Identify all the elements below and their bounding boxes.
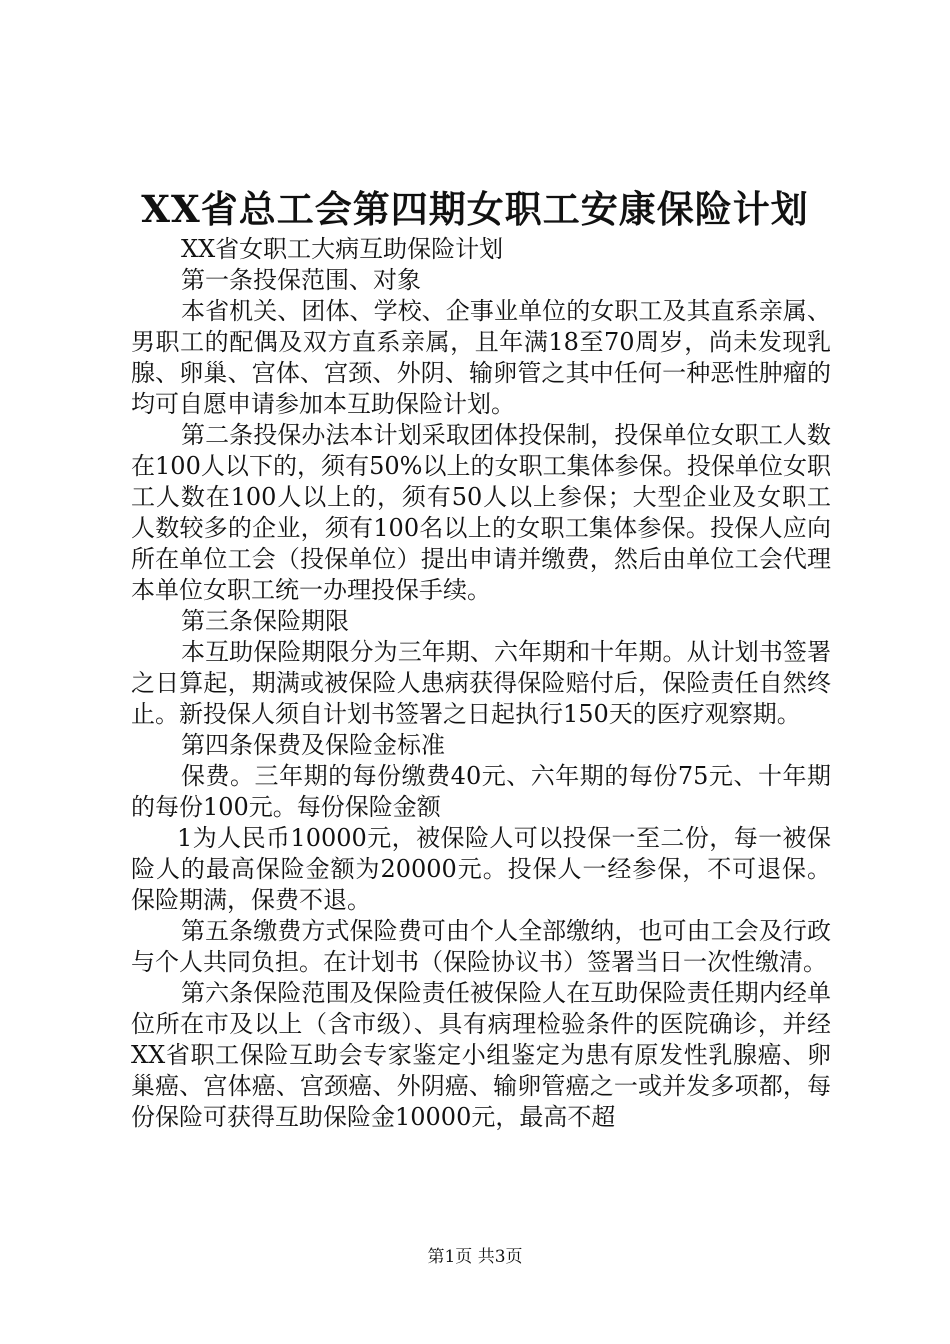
article-1-heading: 第一条投保范围、对象 xyxy=(181,266,421,294)
page-number: 第1页 共3页 xyxy=(427,1247,523,1267)
article-4-heading: 第四条保费及保险金标准 xyxy=(181,731,445,759)
article-3-heading: 第三条保险期限 xyxy=(181,607,349,635)
article-5-body: 第五条缴费方式保险费可由个人全部缴纳，也可由工会及行政与个人共同负担。在计划书（保险协议书）签署当日一次性缴清。 xyxy=(131,917,831,976)
subtitle-paragraph: XX省女职工大病互助保险计划 xyxy=(181,235,504,263)
article-4-amount: 1为人民币10000元，被保险人可以投保一至二份，每一被保险人的最高保险金额为20000元。投保人一经参保，不可退保。保险期满，保费不退。 xyxy=(131,824,831,914)
article-3-body: 本互助保险期限分为三年期、六年期和十年期。从计划书签署之日算起，期满或被保险人患病获得保险赔付后，保险责任自然终止。新投保人须自计划书签署之日起执行150天的医疗观察期。 xyxy=(131,638,831,728)
article-6-body: 第六条保险范围及保险责任被保险人在互助保险责任期内经单位所在市及以上（含市级）、具有病理检验条件的医院确诊，并经XX省职工保险互助会专家鉴定小组鉴定为患有原发性乳腺癌、卵巢癌、宫体癌、宫颈癌、外阴癌、输卵管癌之一或并发多项都，每份保险可获得互助保险金10000元，最高不超 xyxy=(131,979,831,1131)
article-2-body: 第二条投保办法本计划采取团体投保制，投保单位女职工人数在100人以下的，须有50%以上的女职工集体参保。投保单位女职工人数在100人以上的，须有50人以上参保；大型企业及女职工人数较多的企业，须有100名以上的女职工集体参保。投保人应向所在单位工会（投保单位）提出申请并缴费，然后由单位工会代理本单位女职工统一办理投保手续。 xyxy=(131,421,831,604)
article-4-premium: 保费。三年期的每份缴费40元、六年期的每份75元、十年期的每份100元。每份保险金额 xyxy=(131,762,831,821)
article-1-body: 本省机关、团体、学校、企事业单位的女职工及其直系亲属、男职工的配偶及双方直系亲属，且年满18至70周岁，尚未发现乳腺、卵巢、宫体、宫颈、外阴、输卵管之其中任何一种恶性肿瘤的均可自愿申请参加本互助保险计划。 xyxy=(131,297,831,418)
document-body xyxy=(131,234,831,1133)
document-title: XX省总工会第四期女职工安康保险计划 xyxy=(141,187,809,231)
